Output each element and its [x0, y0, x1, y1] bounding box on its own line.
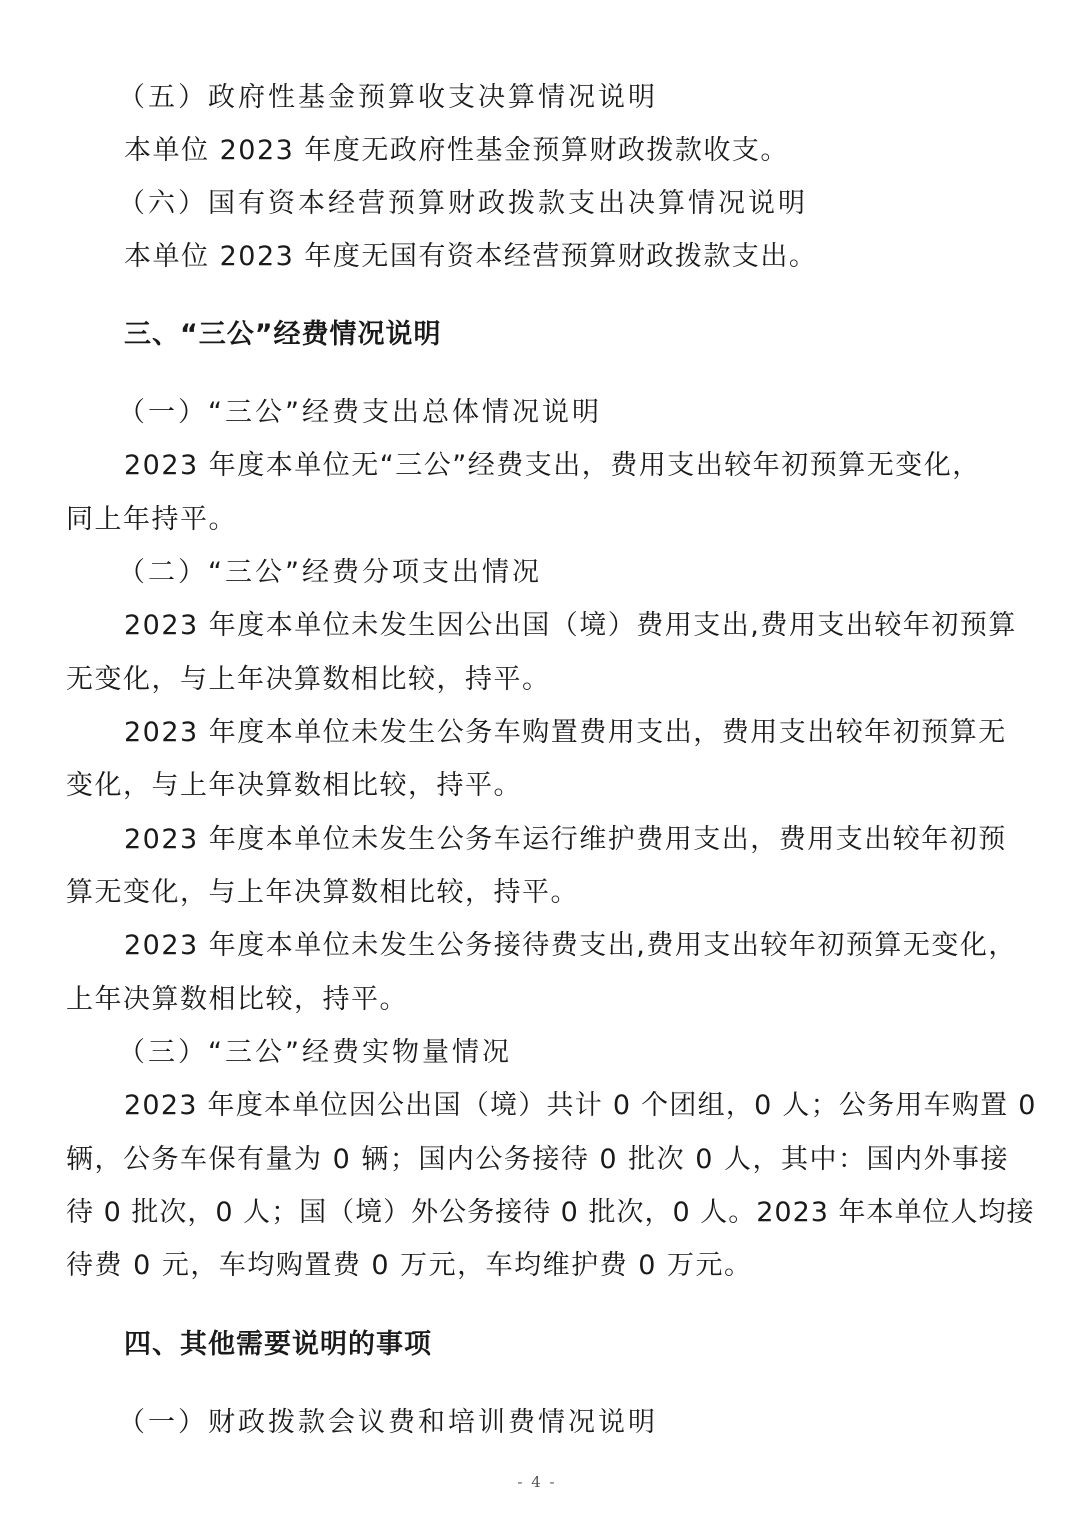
paragraph-line: 本单位 2023 年度无政府性基金预算财政拨款收支。: [124, 135, 789, 166]
subheading-itemized: （二）“三公”经费分项支出情况: [118, 557, 542, 588]
subheading-meeting-training: （一）财政拨款会议费和培训费情况说明: [118, 1407, 658, 1438]
paragraph-line: 同上年持平。: [66, 504, 237, 535]
section-heading-other-matters: 四、其他需要说明的事项: [124, 1329, 432, 1360]
subheading-physical-quantity: （三）“三公”经费实物量情况: [118, 1037, 512, 1068]
paragraph-line: 算无变化，与上年决算数相比较，持平。: [66, 877, 579, 908]
paragraph-line: 无变化，与上年决算数相比较，持平。: [66, 664, 551, 695]
paragraph-line: 辆，公务车保有量为 0 辆；国内公务接待 0 批次 0 人，其中：国内外事接: [66, 1144, 1010, 1175]
section-heading-three-public: 三、“三公”经费情况说明: [124, 319, 442, 350]
paragraph-line: 2023 年度本单位未发生公务车购置费用支出，费用支出较年初预算无: [124, 717, 1007, 748]
paragraph-line: 2023 年度本单位因公出国（境）共计 0 个团组，0 人；公务用车购置 0: [124, 1090, 1037, 1121]
paragraph-line: 变化，与上年决算数相比较，持平。: [66, 770, 522, 801]
paragraph-line: 待费 0 元，车均购置费 0 万元，车均维护费 0 万元。: [66, 1250, 753, 1281]
subheading-state-capital: （六）国有资本经营预算财政拨款支出决算情况说明: [118, 188, 808, 219]
subheading-overall: （一）“三公”经费支出总体情况说明: [118, 397, 602, 428]
paragraph-line: 2023 年度本单位未发生公务接待费支出,费用支出较年初预算无变化，: [124, 930, 1017, 961]
page-number: - 4 -: [517, 1473, 557, 1491]
paragraph-line: 本单位 2023 年度无国有资本经营预算财政拨款支出。: [124, 241, 818, 272]
paragraph-line: 待 0 批次，0 人；国（境）外公务接待 0 批次，0 人。2023 年本单位人均接: [66, 1197, 1035, 1228]
subheading-government-fund: （五）政府性基金预算收支决算情况说明: [118, 82, 658, 113]
paragraph-line: 2023 年度本单位未发生公务车运行维护费用支出，费用支出较年初预: [124, 824, 1007, 855]
paragraph-line: 上年决算数相比较，持平。: [66, 984, 408, 1015]
paragraph-line: 2023 年度本单位无“三公”经费支出，费用支出较年初预算无变化，: [124, 450, 981, 481]
paragraph-line: 2023 年度本单位未发生因公出国（境）费用支出,费用支出较年初预算: [124, 610, 1017, 641]
